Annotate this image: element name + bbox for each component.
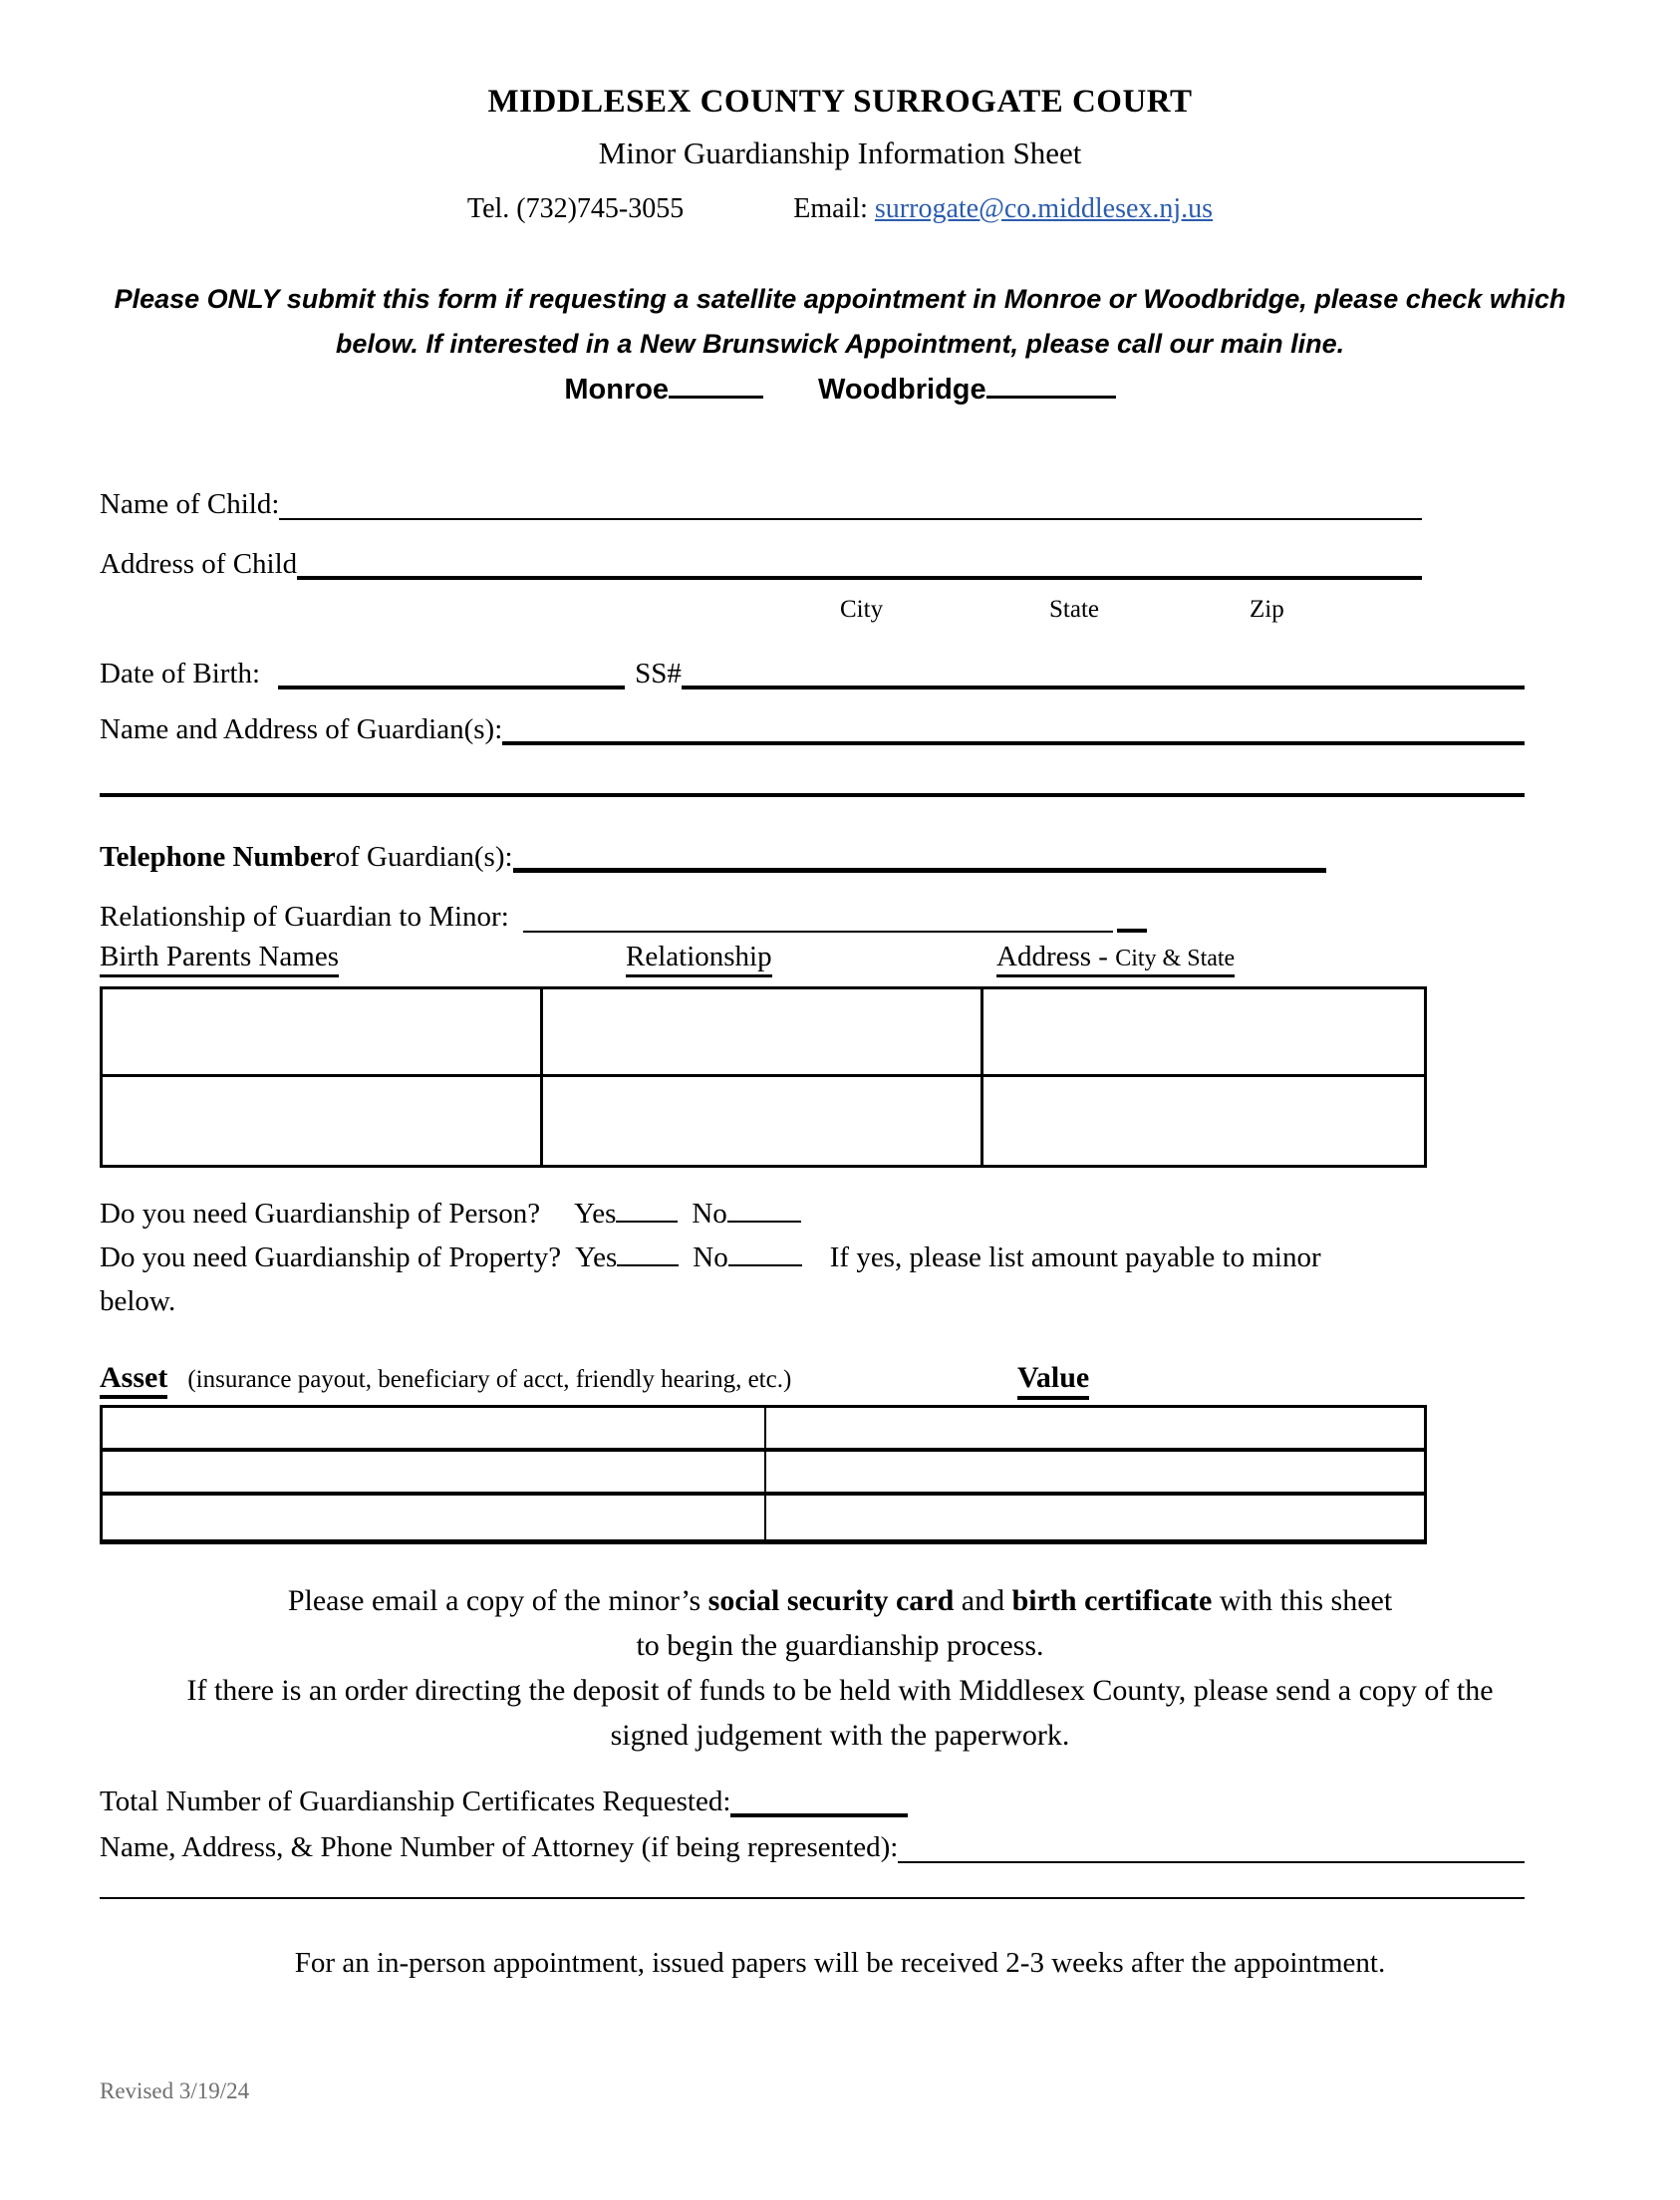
- monroe-label: Monroe: [564, 374, 670, 406]
- asset-hint: (insurance payout, beneficiary of acct, friendly hearing, etc.): [187, 1366, 792, 1393]
- asset-table-cell[interactable]: [766, 1408, 1424, 1452]
- ssn-blank[interactable]: [682, 676, 1525, 689]
- zip-label: Zip: [1250, 596, 1284, 623]
- revised-date: Revised 3/19/24: [100, 2078, 250, 2103]
- question-property-label: Do you need Guardianship of Property?: [100, 1241, 562, 1273]
- name-of-child-label: Name of Child:: [100, 488, 280, 520]
- parents-header-names: Birth Parents Names: [100, 941, 339, 973]
- notice-line-2: below. If interested in a New Brunswick Appointment, please call our main line.: [335, 329, 1345, 359]
- person-yes-blank[interactable]: [616, 1192, 678, 1223]
- parents-table-cell[interactable]: [543, 1077, 983, 1165]
- address-of-child-row: [100, 546, 1422, 582]
- birth-parents-table: [100, 986, 1427, 1168]
- birth-certificate-bold: birth certificate: [1011, 1584, 1213, 1617]
- telephone-number-label-rest: of Guardian(s):: [335, 841, 513, 873]
- location-check-row: [0, 367, 1680, 407]
- woodbridge-label: Woodbridge: [818, 374, 986, 406]
- deposit-instruction-line-1: If there is an order directing the deposit of funds to be held with Middlesex County, please send a copy of the: [186, 1674, 1494, 1707]
- date-of-birth-label: Date of Birth:: [100, 658, 261, 689]
- attorney-blank[interactable]: [898, 1851, 1525, 1863]
- parents-table-cell[interactable]: [983, 989, 1424, 1077]
- address-of-child-blank[interactable]: [297, 566, 1422, 580]
- parents-table-cell[interactable]: [983, 1077, 1424, 1165]
- certificates-row: [100, 1784, 908, 1819]
- ssn-label: SS#: [635, 658, 682, 689]
- submission-instructions: [0, 1578, 1680, 1758]
- notice-line-1: Please ONLY submit this form if requesting a satellite appointment in Monroe or Woodbridge, please check which: [114, 284, 1566, 314]
- asset-table-cell[interactable]: [103, 1408, 766, 1452]
- guardian-address-continuation-blank[interactable]: [100, 793, 1525, 797]
- no-label: No: [693, 1241, 728, 1273]
- yes-label: Yes: [575, 1241, 618, 1273]
- phone-number: Tel. (732)745-3055: [466, 193, 685, 224]
- guardian-phone-blank[interactable]: [513, 858, 1326, 873]
- certificates-label: Total Number of Guardianship Certificates Requested:: [100, 1786, 731, 1817]
- attorney-row: [100, 1829, 1525, 1865]
- relationship-label: Relationship of Guardian to Minor:: [100, 901, 509, 933]
- date-of-birth-row: [100, 656, 1525, 691]
- asset-table-cell[interactable]: [103, 1496, 766, 1539]
- contact-line: [0, 193, 1680, 225]
- asset-table-cell[interactable]: [766, 1452, 1424, 1496]
- guardian-name-address-row: [100, 711, 1525, 747]
- parents-table-cell[interactable]: [103, 989, 543, 1077]
- property-no-blank[interactable]: [728, 1236, 802, 1266]
- person-no-blank[interactable]: [727, 1192, 801, 1223]
- certificates-blank[interactable]: [730, 1803, 908, 1817]
- question-person-label: Do you need Guardianship of Person?: [100, 1198, 541, 1230]
- city-label: City: [840, 596, 884, 623]
- no-label: No: [692, 1198, 727, 1230]
- guardian-name-address-label: Name and Address of Guardian(s):: [100, 713, 503, 745]
- satellite-notice: [0, 277, 1680, 367]
- page-subtitle: Minor Guardianship Information Sheet: [598, 136, 1082, 170]
- address-of-child-label: Address of Child: [100, 548, 298, 580]
- asset-label: Asset: [100, 1361, 167, 1399]
- state-label: State: [1049, 596, 1099, 623]
- value-label: Value: [1017, 1361, 1089, 1400]
- guardian-phone-row: [100, 839, 1326, 875]
- relationship-blank[interactable]: [523, 921, 1113, 933]
- guardianship-questions: [100, 1192, 1321, 1323]
- question-person-line: [100, 1192, 1321, 1236]
- social-security-card-bold: social security card: [707, 1584, 955, 1617]
- email-link[interactable]: surrogate@co.middlesex.nj.us: [874, 193, 1214, 224]
- yes-label: Yes: [574, 1198, 617, 1230]
- email-label: Email:: [793, 193, 875, 224]
- property-yes-blank[interactable]: [617, 1236, 679, 1266]
- appointment-note: For an in-person appointment, issued papers will be received 2-3 weeks after the appointment.: [294, 1947, 1386, 1979]
- attorney-label: Name, Address, & Phone Number of Attorney (if being represented):: [100, 1831, 899, 1863]
- parents-table-cell[interactable]: [103, 1077, 543, 1165]
- question-property-line: [100, 1236, 1321, 1279]
- parents-header-address: Address - City & State: [996, 941, 1235, 973]
- parents-table-cell[interactable]: [543, 989, 983, 1077]
- page-title: MIDDLESEX COUNTY SURROGATE COURT: [487, 84, 1193, 120]
- deposit-instruction-line-2: signed judgement with the paperwork.: [610, 1719, 1070, 1752]
- guardian-name-address-blank[interactable]: [502, 731, 1525, 745]
- email-block: [793, 193, 1213, 225]
- question-property-wrap: below.: [100, 1285, 176, 1317]
- date-of-birth-blank[interactable]: [278, 676, 625, 689]
- relationship-row: [100, 899, 1147, 935]
- asset-table-cell[interactable]: [766, 1496, 1424, 1539]
- email-instruction-line-2: to begin the guardianship process.: [636, 1629, 1044, 1662]
- name-of-child-blank[interactable]: [279, 508, 1422, 520]
- attorney-continuation-blank[interactable]: [100, 1897, 1525, 1899]
- asset-table-cell[interactable]: [103, 1452, 766, 1496]
- name-of-child-row: [100, 486, 1422, 522]
- woodbridge-check-blank[interactable]: [986, 367, 1116, 399]
- asset-table: [100, 1405, 1427, 1544]
- parents-header-relationship: Relationship: [626, 941, 772, 973]
- monroe-check-blank[interactable]: [669, 367, 763, 399]
- property-suffix: If yes, please list amount payable to minor: [829, 1241, 1321, 1273]
- telephone-number-label-bold: Telephone Number: [100, 841, 336, 873]
- relationship-blank-end[interactable]: [1117, 919, 1147, 933]
- email-instruction-line-1: Please email a copy of the minor’s social security card and birth certificate with this sheet: [287, 1584, 1393, 1617]
- asset-header-row: [100, 1361, 1090, 1395]
